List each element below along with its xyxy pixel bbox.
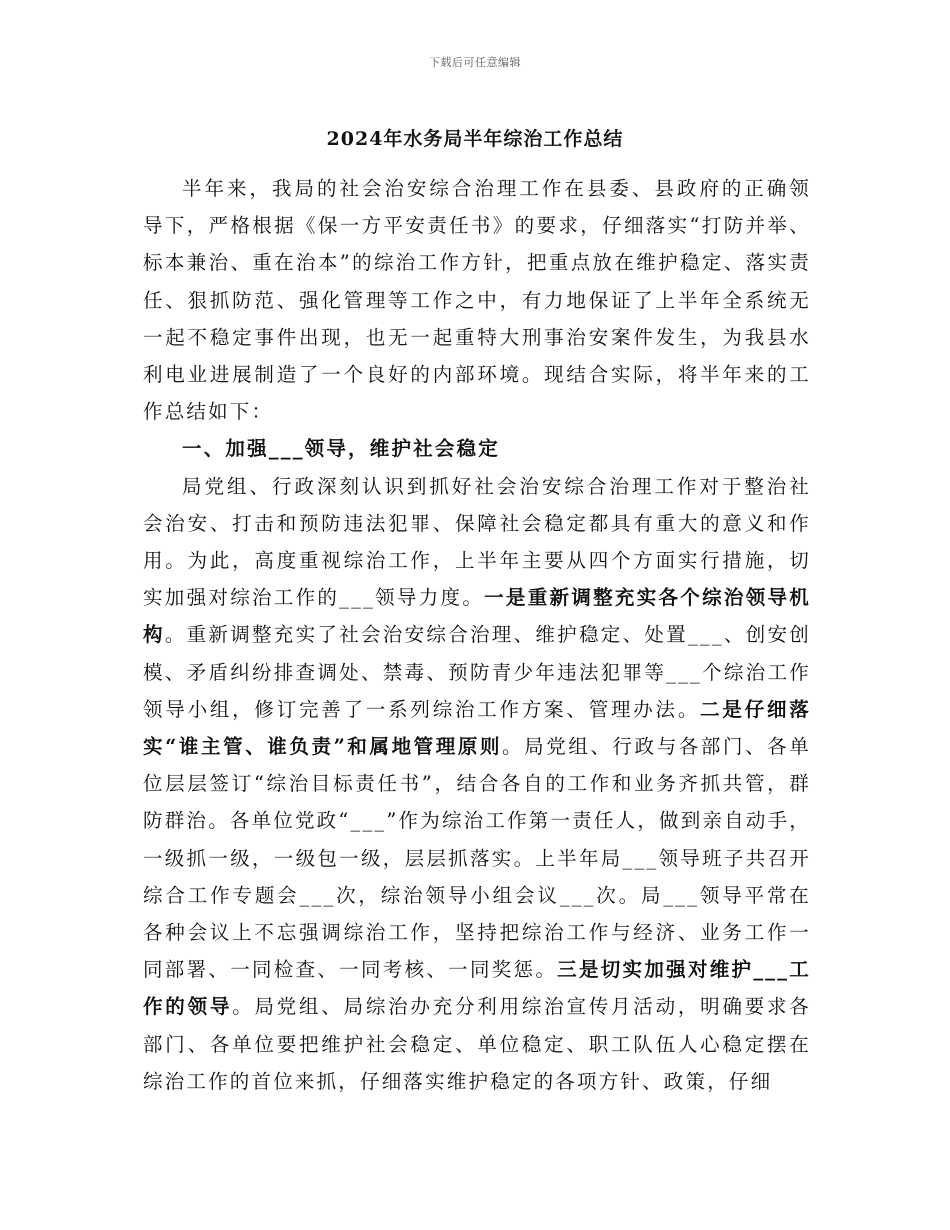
bold-point-3: 三是切实加强对维护___工作的领导 xyxy=(143,958,811,1019)
document-title: 2024年水务局半年综治工作总结 xyxy=(326,128,624,150)
paragraph-text: 局党组、行政深刻认识到抓好社会治安综合治理工作对于整治社会治安、打击和预防违法犯罪、保障社会稳定都具有重大的意义和作用。为此，高度重视综治工作，上半年主要从四个方面实行措施，切实加强对综治工作的___领导力度。 xyxy=(143,474,811,610)
bold-point-1: 一是重新调整充实各个综治领导机构 xyxy=(143,586,811,647)
paragraph-text: 。局党组、局综治办充分利用综治宣传月活动，明确要求各部门、各单位要把维护社会稳定、单位稳定、职工队伍人心稳定摆在综治工作的首位来抓，仔细落实维护稳定的各项方针、政策，仔细 xyxy=(143,995,811,1093)
paragraph-text: 。局党组、行政与各部门、各单位层层签订“综治目标责任书”，结合各自的工作和业务齐抓共管，群防群治。各单位党政“___”作为综治工作第一责任人，做到亲自动手，一级抓一级，一级包一级，层层抓落实。上半年局___领导班子共召开综合工作专题会___次，综治领导小组会议___次。局___领导平常在各种会议上不忘强调综治工作，坚持把综治工作与经济、业务工作一同部署、一同检查、一同考核、一同奖惩。 xyxy=(143,735,811,982)
paragraph-text: 。重新调整充实了社会治安综合治理、维护稳定、处置___、创安创模、矛盾纠纷排查调处、禁毒、预防青少年违法犯罪等___个综治工作领导小组，修订完善了一系列综治工作方案、管理办法。 xyxy=(143,623,812,721)
intro-paragraph: 半年来，我局的社会治安综合治理工作在县委、县政府的正确领导下，严格根据《保一方平安责任书》的要求，仔细落实“打防并举、标本兼治、重在治本”的综治工作方针，把重点放在维护稳定、落实责任、狠抓防范、强化管理等工作之中，有力地保证了上半年全系统无一起不稳定事件出现，也无一起重特大刑事治安案件发生，为我县水利电业进展制造了一个良好的内部环境。现结合实际，将半年来的工作总结如下： xyxy=(143,177,811,424)
header-note: 下载后可任意编辑 xyxy=(429,56,521,69)
document-body xyxy=(143,170,811,1100)
bold-point-2: 二是仔细落实“谁主管、谁负责”和属地管理原则 xyxy=(143,697,811,759)
body-paragraph xyxy=(143,468,811,1100)
section-heading: 一、加强___领导，维护社会稳定 xyxy=(182,437,500,461)
